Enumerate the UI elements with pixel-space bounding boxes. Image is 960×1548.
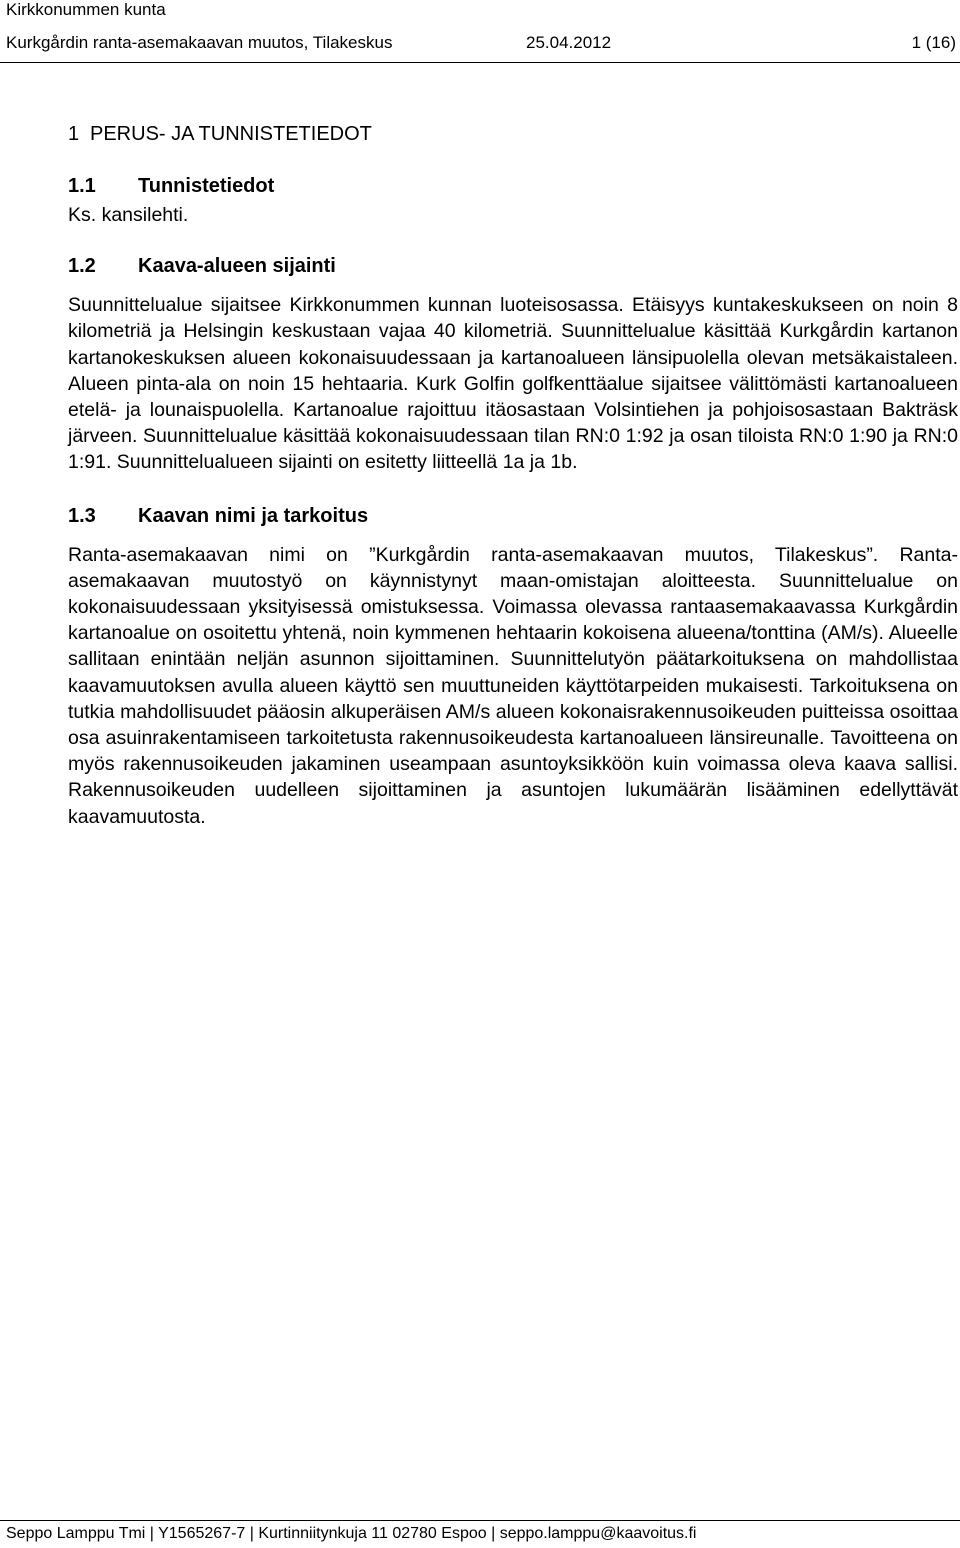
section-1-1-text: Ks. kansilehti. (68, 204, 189, 226)
section-1-1-heading (68, 172, 958, 200)
section-1-3-title: Kaavan nimi ja tarkoitus (138, 504, 369, 527)
section-1-2-number: 1.2 (68, 255, 96, 278)
footer-divider (0, 1520, 960, 1521)
header-document-title: Kurkgårdin ranta-asemakaavan muutos, Tilakeskus (6, 33, 393, 52)
section-1-heading (68, 120, 958, 148)
section-1-number: 1 (68, 123, 80, 145)
header-page-number: 1 (16) (911, 33, 956, 52)
section-1-3-heading (68, 502, 958, 530)
section-1-title: PERUS- JA TUNNISTETIEDOT (90, 123, 372, 145)
header-date: 25.04.2012 (526, 33, 612, 52)
section-1-1-number: 1.1 (68, 175, 96, 197)
section-1-2-title: Kaava-alueen sijainti (138, 255, 336, 278)
section-1-1-title: Tunnistetiedot (138, 175, 275, 197)
page-footer: Seppo Lamppu Tmi | Y1565267-7 | Kurtinniitynkuja 11 02780 Espoo | seppo.lamppu@kaavoitus.fi (6, 1525, 697, 1542)
section-1-3-text: Ranta-asemakaavan nimi on ”Kurkgårdin ranta-asemakaavan muutos, Tilakeskus”. Ranta-asemakaavan muutostyö on käynnistynyt maan-omistajan aloitteesta. Suunnittelualue on kokonaisuudessaan yksityisessä omistuksessa. Voimassa olevassa rantaasemakaavassa Kurkgårdin kartanoalue on osoitettu yhtenä, noin kymmenen hehtaarin kokoisena alueena/tonttina (AM/s). Alueelle sallitaan enintään neljän asunnon sijoittaminen. Suunnittelutyön päätarkoituksena on mahdollistaa kaavamuutoksen avulla alueen käyttö sen muuttuneiden käyttötarpeiden mukaisesti. Tarkoituksena on tutkia mahdollisuudet pääosin alkuperäisen AM/s alueen kokonaisrakennusoikeuden puitteissa osoittaa osa asuinrakentamiseen tarkoitetusta rakennusoikeudesta kartanoalueen länsireunalle. Tavoitteena on myös rakennusoikeuden jakaminen useampaan asuntoyksikköön kuin voimassa oleva kaava sallisi. Rakennusoikeuden uudelleen sijoittaminen ja asuntojen lukumäärän lisääminen edellyttävät kaavamuutosta. (68, 543, 958, 828)
header-row (6, 32, 956, 54)
header-organization: Kirkkonummen kunta (6, 0, 166, 19)
header-divider (0, 62, 960, 63)
section-1-2-heading (68, 252, 958, 280)
document-body (68, 120, 958, 830)
section-1-2-text: Suunnittelualue sijaitsee Kirkkonummen kunnan luoteisosassa. Etäisyys kuntakeskukseen on noin 8 kilometriä ja Helsingin keskustaan vajaa 40 kilometriä. Suunnittelualue käsittää Kurkgårdin kartanon kartanokeskuksen alueen kokonaisuudessaan ja kartanoalueen länsipuolella olevan metsäkaistaleen. Alueen pinta-ala on noin 15 hehtaaria. Kurk Golfin golfkenttäalue sijaitsee välittömästi kartanoalueen etelä- ja lounaispuolella. Kartanoalue rajoittuu itäosastaan Volsintiehen ja pohjoisosastaan Bakträsk järveen. Suunnittelualue käsittää kokonaisuudessaan tilan RN:0 1:92 ja osan tiloista RN:0 1:90 ja RN:0 1:91. Suunnittelualueen sijainti on esitetty liitteellä 1a ja 1b. (68, 294, 958, 474)
section-1-3-number: 1.3 (68, 504, 96, 527)
